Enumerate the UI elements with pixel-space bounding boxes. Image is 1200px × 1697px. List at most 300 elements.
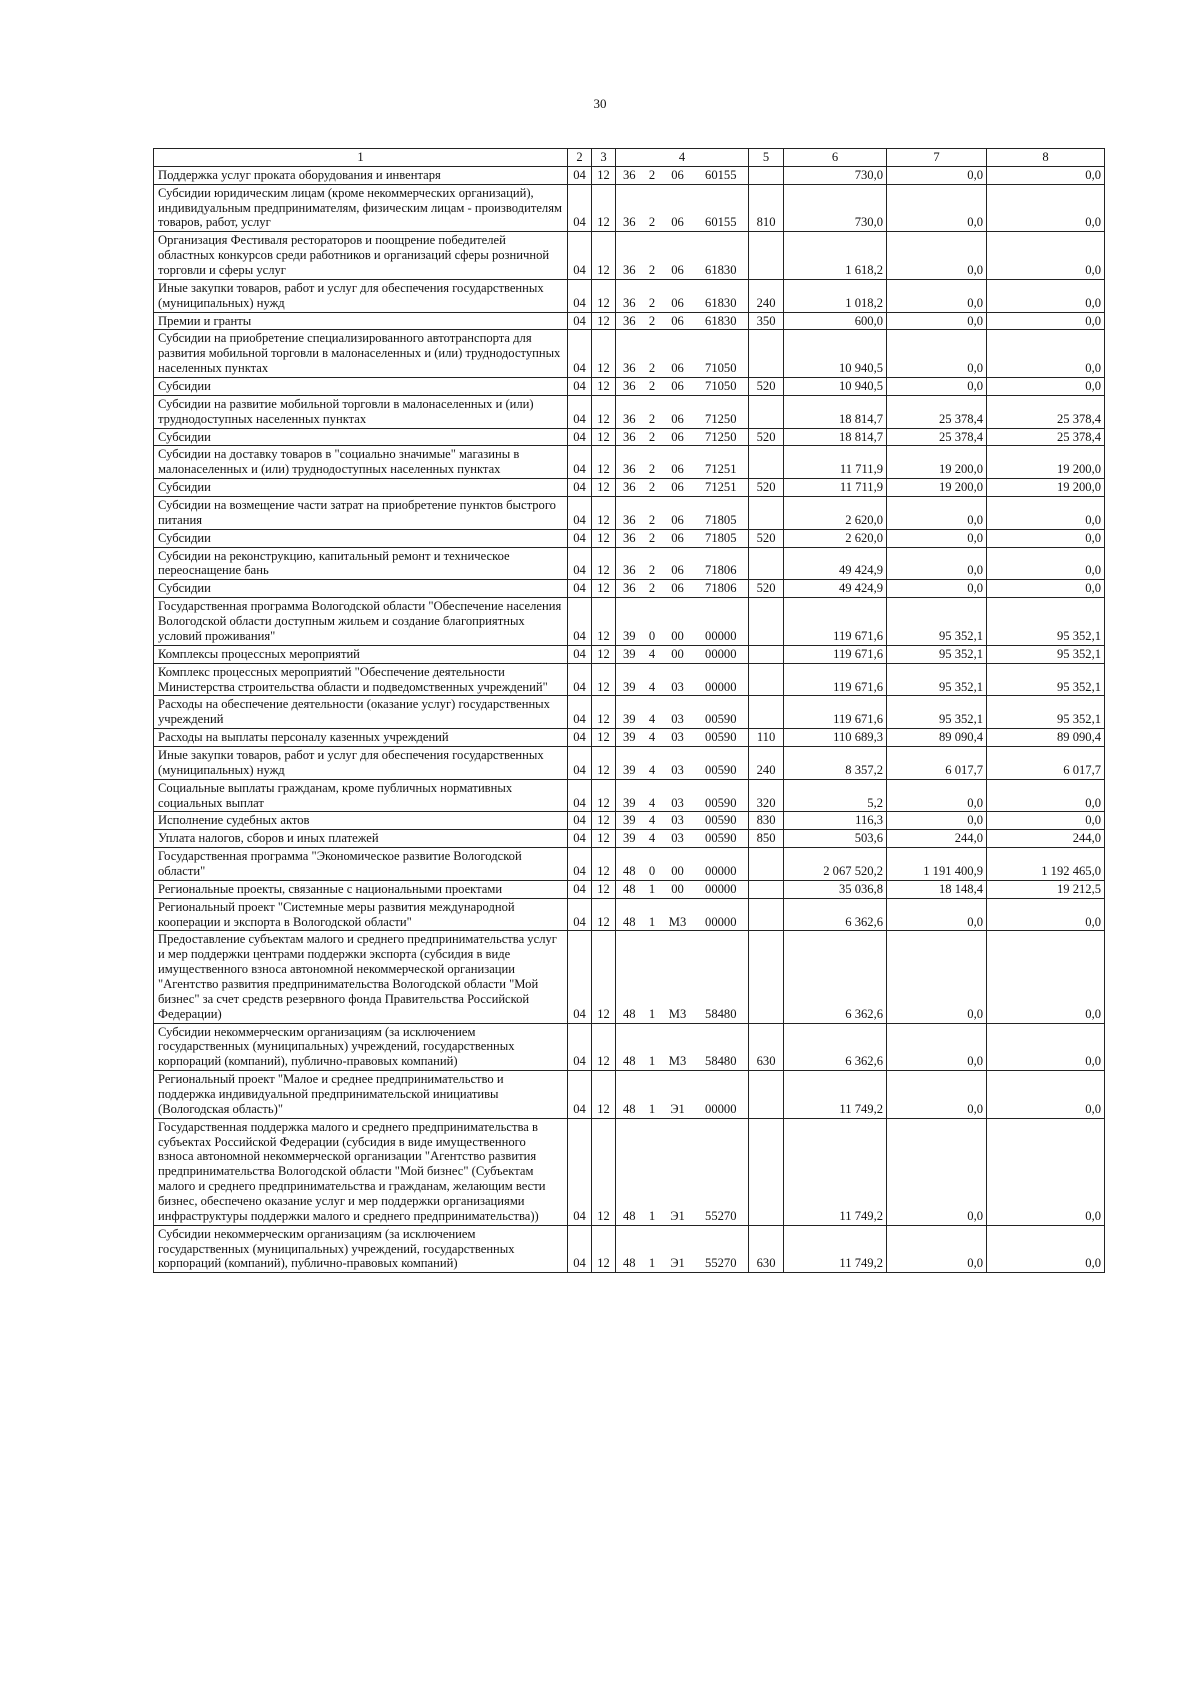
amount-year-3: 0,0 xyxy=(987,184,1105,232)
amount-year-3: 19 212,5 xyxy=(987,880,1105,898)
amount-year-1: 116,3 xyxy=(784,812,887,830)
row-name: Субсидии xyxy=(154,378,568,396)
target-article-direction: 71250 xyxy=(694,428,749,446)
amount-year-2: 0,0 xyxy=(887,1071,987,1119)
amount-year-1: 119 671,6 xyxy=(784,663,887,696)
subsection-code: 12 xyxy=(592,898,616,931)
amount-year-2: 0,0 xyxy=(887,378,987,396)
column-header: 5 xyxy=(749,149,784,167)
target-article-type: 2 xyxy=(643,312,662,330)
target-article-type: 4 xyxy=(643,696,662,729)
subsection-code: 12 xyxy=(592,1023,616,1071)
target-article-program: 39 xyxy=(616,729,643,747)
subsection-code: 12 xyxy=(592,395,616,428)
amount-year-2: 0,0 xyxy=(887,312,987,330)
subsection-code: 12 xyxy=(592,446,616,479)
expense-type-code: 110 xyxy=(749,729,784,747)
target-article-program: 39 xyxy=(616,779,643,812)
target-article-direction: 60155 xyxy=(694,184,749,232)
target-article-program: 48 xyxy=(616,931,643,1023)
subsection-code: 12 xyxy=(592,580,616,598)
section-code: 04 xyxy=(568,729,592,747)
target-article-type: 4 xyxy=(643,663,662,696)
section-code: 04 xyxy=(568,1118,592,1225)
table-row xyxy=(154,645,1105,663)
amount-year-1: 119 671,6 xyxy=(784,598,887,646)
amount-year-2: 95 352,1 xyxy=(887,598,987,646)
amount-year-1: 6 362,6 xyxy=(784,931,887,1023)
amount-year-1: 11 711,9 xyxy=(784,446,887,479)
amount-year-1: 49 424,9 xyxy=(784,547,887,580)
subsection-code: 12 xyxy=(592,497,616,530)
section-code: 04 xyxy=(568,1225,592,1273)
table-row xyxy=(154,428,1105,446)
row-name: Иные закупки товаров, работ и услуг для обеспечения государственных (муниципальных) нужд xyxy=(154,746,568,779)
amount-year-2: 25 378,4 xyxy=(887,428,987,446)
amount-year-1: 6 362,6 xyxy=(784,898,887,931)
target-article-program: 36 xyxy=(616,378,643,396)
target-article-direction: 00000 xyxy=(694,663,749,696)
section-code: 04 xyxy=(568,330,592,378)
section-code: 04 xyxy=(568,529,592,547)
subsection-code: 12 xyxy=(592,428,616,446)
target-article-program: 36 xyxy=(616,497,643,530)
subsection-code: 12 xyxy=(592,696,616,729)
subsection-code: 12 xyxy=(592,931,616,1023)
row-name: Региональный проект "Системные меры развития международной кооперации и экспорта в Вологодской области" xyxy=(154,898,568,931)
amount-year-2: 0,0 xyxy=(887,1118,987,1225)
table-row xyxy=(154,880,1105,898)
subsection-code: 12 xyxy=(592,645,616,663)
expense-type-code: 520 xyxy=(749,580,784,598)
table-row xyxy=(154,529,1105,547)
expense-type-code xyxy=(749,931,784,1023)
target-article-type: 2 xyxy=(643,279,662,312)
target-article-type: 1 xyxy=(643,880,662,898)
target-article-direction: 00000 xyxy=(694,880,749,898)
amount-year-1: 6 362,6 xyxy=(784,1023,887,1071)
subsection-code: 12 xyxy=(592,279,616,312)
subsection-code: 12 xyxy=(592,598,616,646)
target-article-type: 2 xyxy=(643,395,662,428)
subsection-code: 12 xyxy=(592,729,616,747)
section-code: 04 xyxy=(568,880,592,898)
target-article-type: 2 xyxy=(643,446,662,479)
row-name: Комплексы процессных мероприятий xyxy=(154,645,568,663)
target-article-event: 06 xyxy=(662,529,694,547)
section-code: 04 xyxy=(568,378,592,396)
target-article-direction: 71806 xyxy=(694,580,749,598)
table-row xyxy=(154,232,1105,280)
target-article-direction: 00590 xyxy=(694,746,749,779)
expense-type-code: 630 xyxy=(749,1225,784,1273)
subsection-code: 12 xyxy=(592,1071,616,1119)
amount-year-1: 119 671,6 xyxy=(784,696,887,729)
subsection-code: 12 xyxy=(592,663,616,696)
budget-table xyxy=(153,148,1105,1273)
section-code: 04 xyxy=(568,395,592,428)
target-article-type: 2 xyxy=(643,497,662,530)
table-row xyxy=(154,395,1105,428)
target-article-direction: 61830 xyxy=(694,279,749,312)
expense-type-code: 810 xyxy=(749,184,784,232)
amount-year-3: 89 090,4 xyxy=(987,729,1105,747)
amount-year-3: 0,0 xyxy=(987,312,1105,330)
row-name: Субсидии xyxy=(154,479,568,497)
row-name: Организация Фестиваля рестораторов и поощрение победителей областных конкурсов среди работников и организаций сферы розничной торговли и сферы услуг xyxy=(154,232,568,280)
target-article-direction: 61830 xyxy=(694,312,749,330)
amount-year-3: 0,0 xyxy=(987,1023,1105,1071)
amount-year-3: 0,0 xyxy=(987,166,1105,184)
target-article-program: 36 xyxy=(616,547,643,580)
subsection-code: 12 xyxy=(592,746,616,779)
amount-year-2: 89 090,4 xyxy=(887,729,987,747)
amount-year-3: 25 378,4 xyxy=(987,395,1105,428)
amount-year-2: 0,0 xyxy=(887,166,987,184)
section-code: 04 xyxy=(568,497,592,530)
target-article-event: 06 xyxy=(662,428,694,446)
subsection-code: 12 xyxy=(592,779,616,812)
amount-year-2: 95 352,1 xyxy=(887,696,987,729)
target-article-program: 39 xyxy=(616,696,643,729)
target-article-event: 00 xyxy=(662,880,694,898)
target-article-event: Э1 xyxy=(662,1071,694,1119)
expense-type-code: 830 xyxy=(749,812,784,830)
table-row xyxy=(154,378,1105,396)
table-row xyxy=(154,312,1105,330)
amount-year-3: 0,0 xyxy=(987,931,1105,1023)
target-article-event: 06 xyxy=(662,446,694,479)
row-name: Региональный проект "Малое и среднее предпринимательство и поддержка индивидуальной предпринимательской инициативы (Вологодская область)" xyxy=(154,1071,568,1119)
table-row xyxy=(154,931,1105,1023)
table-row xyxy=(154,1071,1105,1119)
row-name: Расходы на выплаты персоналу казенных учреждений xyxy=(154,729,568,747)
expense-type-code: 350 xyxy=(749,312,784,330)
row-name: Субсидии некоммерческим организациям (за исключением государственных (муниципальных) учреждений, государственных корпораций (компаний), публично-правовых компаний) xyxy=(154,1225,568,1273)
subsection-code: 12 xyxy=(592,812,616,830)
amount-year-3: 95 352,1 xyxy=(987,645,1105,663)
expense-type-code xyxy=(749,547,784,580)
column-header: 2 xyxy=(568,149,592,167)
section-code: 04 xyxy=(568,812,592,830)
expense-type-code: 240 xyxy=(749,279,784,312)
row-name: Поддержка услуг проката оборудования и инвентаря xyxy=(154,166,568,184)
expense-type-code: 240 xyxy=(749,746,784,779)
target-article-type: 2 xyxy=(643,232,662,280)
row-name: Социальные выплаты гражданам, кроме публичных нормативных социальных выплат xyxy=(154,779,568,812)
section-code: 04 xyxy=(568,580,592,598)
expense-type-code xyxy=(749,598,784,646)
section-code: 04 xyxy=(568,428,592,446)
section-code: 04 xyxy=(568,830,592,848)
target-article-direction: 00590 xyxy=(694,830,749,848)
target-article-direction: 00000 xyxy=(694,598,749,646)
amount-year-2: 95 352,1 xyxy=(887,663,987,696)
table-row xyxy=(154,1023,1105,1071)
subsection-code: 12 xyxy=(592,880,616,898)
section-code: 04 xyxy=(568,663,592,696)
target-article-program: 48 xyxy=(616,898,643,931)
amount-year-1: 11 749,2 xyxy=(784,1071,887,1119)
amount-year-2: 0,0 xyxy=(887,279,987,312)
target-article-direction: 00590 xyxy=(694,696,749,729)
table-row xyxy=(154,779,1105,812)
table-row xyxy=(154,1225,1105,1273)
target-article-event: М3 xyxy=(662,898,694,931)
table-row xyxy=(154,279,1105,312)
expense-type-code xyxy=(749,1071,784,1119)
table-row xyxy=(154,598,1105,646)
table-row xyxy=(154,663,1105,696)
expense-type-code: 520 xyxy=(749,428,784,446)
column-header: 3 xyxy=(592,149,616,167)
expense-type-code xyxy=(749,696,784,729)
amount-year-2: 95 352,1 xyxy=(887,645,987,663)
target-article-direction: 55270 xyxy=(694,1118,749,1225)
target-article-type: 4 xyxy=(643,779,662,812)
subsection-code: 12 xyxy=(592,830,616,848)
target-article-direction: 00590 xyxy=(694,729,749,747)
amount-year-2: 0,0 xyxy=(887,931,987,1023)
target-article-event: 00 xyxy=(662,848,694,881)
amount-year-2: 0,0 xyxy=(887,184,987,232)
subsection-code: 12 xyxy=(592,547,616,580)
expense-type-code: 520 xyxy=(749,378,784,396)
target-article-direction: 58480 xyxy=(694,1023,749,1071)
expense-type-code: 630 xyxy=(749,1023,784,1071)
expense-type-code xyxy=(749,497,784,530)
subsection-code: 12 xyxy=(592,312,616,330)
expense-type-code xyxy=(749,446,784,479)
target-article-type: 2 xyxy=(643,166,662,184)
table-row xyxy=(154,830,1105,848)
row-name: Субсидии юридическим лицам (кроме некоммерческих организаций), индивидуальным предпринимателям, физическим лицам - производителям товаров, работ, услуг xyxy=(154,184,568,232)
amount-year-2: 0,0 xyxy=(887,497,987,530)
amount-year-3: 0,0 xyxy=(987,529,1105,547)
target-article-direction: 00000 xyxy=(694,898,749,931)
target-article-event: 06 xyxy=(662,547,694,580)
table-row xyxy=(154,497,1105,530)
target-article-event: 06 xyxy=(662,580,694,598)
column-header: 6 xyxy=(784,149,887,167)
section-code: 04 xyxy=(568,479,592,497)
row-name: Расходы на обеспечение деятельности (оказание услуг) государственных учреждений xyxy=(154,696,568,729)
row-name: Субсидии xyxy=(154,428,568,446)
section-code: 04 xyxy=(568,446,592,479)
row-name: Государственная программа Вологодской области "Обеспечение населения Вологодской области доступным жильем и создание благоприятных условий проживания" xyxy=(154,598,568,646)
target-article-program: 36 xyxy=(616,166,643,184)
column-header: 8 xyxy=(987,149,1105,167)
target-article-type: 2 xyxy=(643,428,662,446)
target-article-event: 06 xyxy=(662,497,694,530)
amount-year-3: 244,0 xyxy=(987,830,1105,848)
target-article-program: 39 xyxy=(616,812,643,830)
target-article-type: 4 xyxy=(643,645,662,663)
table-row xyxy=(154,848,1105,881)
target-article-direction: 00590 xyxy=(694,812,749,830)
target-article-program: 39 xyxy=(616,746,643,779)
target-article-program: 36 xyxy=(616,580,643,598)
subsection-code: 12 xyxy=(592,848,616,881)
target-article-direction: 00000 xyxy=(694,848,749,881)
amount-year-1: 2 067 520,2 xyxy=(784,848,887,881)
row-name: Государственная программа "Экономическое развитие Вологодской области" xyxy=(154,848,568,881)
amount-year-2: 0,0 xyxy=(887,580,987,598)
target-article-program: 36 xyxy=(616,479,643,497)
amount-year-1: 8 357,2 xyxy=(784,746,887,779)
target-article-program: 36 xyxy=(616,529,643,547)
amount-year-2: 25 378,4 xyxy=(887,395,987,428)
target-article-program: 39 xyxy=(616,663,643,696)
table-row xyxy=(154,479,1105,497)
amount-year-1: 11 749,2 xyxy=(784,1225,887,1273)
target-article-program: 36 xyxy=(616,279,643,312)
expense-type-code xyxy=(749,898,784,931)
target-article-direction: 55270 xyxy=(694,1225,749,1273)
row-name: Субсидии на приобретение специализированного автотранспорта для развития мобильной торговли в малонаселенных и (или) труднодоступных населенных пунктах xyxy=(154,330,568,378)
target-article-program: 36 xyxy=(616,395,643,428)
amount-year-1: 2 620,0 xyxy=(784,529,887,547)
amount-year-2: 0,0 xyxy=(887,529,987,547)
target-article-event: 03 xyxy=(662,830,694,848)
row-name: Премии и гранты xyxy=(154,312,568,330)
section-code: 04 xyxy=(568,312,592,330)
row-name: Иные закупки товаров, работ и услуг для обеспечения государственных (муниципальных) нужд xyxy=(154,279,568,312)
amount-year-2: 0,0 xyxy=(887,898,987,931)
row-name: Субсидии на реконструкцию, капитальный ремонт и техническое переоснащение бань xyxy=(154,547,568,580)
row-name: Субсидии на развитие мобильной торговли в малонаселенных и (или) труднодоступных населенных пунктах xyxy=(154,395,568,428)
target-article-program: 39 xyxy=(616,598,643,646)
section-code: 04 xyxy=(568,848,592,881)
row-name: Государственная поддержка малого и среднего предпринимательства в субъектах Российской Федерации (субсидия в виде имущественного взноса автономной некоммерческой организации "Агентство развития предпринимательства Вологодской области "Мой бизнес" (Субъектам малого и среднего предпринимательства и гражданам, желающим вести бизнес, обеспечено оказание услуг и мер поддержки организациями инфраструктуры поддержки малого и среднего предпринимательства)) xyxy=(154,1118,568,1225)
row-name: Субсидии некоммерческим организациям (за исключением государственных (муниципальных) учреждений, государственных корпораций (компаний), публично-правовых компаний) xyxy=(154,1023,568,1071)
target-article-event: 03 xyxy=(662,746,694,779)
target-article-program: 48 xyxy=(616,1118,643,1225)
section-code: 04 xyxy=(568,279,592,312)
amount-year-2: 19 200,0 xyxy=(887,446,987,479)
target-article-event: 03 xyxy=(662,696,694,729)
target-article-event: 06 xyxy=(662,395,694,428)
expense-type-code xyxy=(749,645,784,663)
target-article-event: 03 xyxy=(662,729,694,747)
table-row xyxy=(154,729,1105,747)
target-article-type: 2 xyxy=(643,529,662,547)
target-article-event: Э1 xyxy=(662,1118,694,1225)
table-row xyxy=(154,746,1105,779)
amount-year-2: 0,0 xyxy=(887,779,987,812)
target-article-program: 36 xyxy=(616,312,643,330)
target-article-event: 06 xyxy=(662,184,694,232)
amount-year-1: 5,2 xyxy=(784,779,887,812)
section-code: 04 xyxy=(568,898,592,931)
target-article-event: М3 xyxy=(662,1023,694,1071)
amount-year-3: 0,0 xyxy=(987,378,1105,396)
table-row xyxy=(154,166,1105,184)
amount-year-3: 95 352,1 xyxy=(987,696,1105,729)
target-article-type: 2 xyxy=(643,547,662,580)
amount-year-3: 0,0 xyxy=(987,1225,1105,1273)
expense-type-code xyxy=(749,232,784,280)
target-article-program: 48 xyxy=(616,1071,643,1119)
expense-type-code xyxy=(749,663,784,696)
amount-year-3: 6 017,7 xyxy=(987,746,1105,779)
target-article-type: 2 xyxy=(643,378,662,396)
table-row xyxy=(154,184,1105,232)
target-article-type: 0 xyxy=(643,848,662,881)
amount-year-2: 1 191 400,9 xyxy=(887,848,987,881)
target-article-event: 06 xyxy=(662,479,694,497)
expense-type-code: 520 xyxy=(749,479,784,497)
target-article-type: 1 xyxy=(643,1118,662,1225)
table-row xyxy=(154,1118,1105,1225)
target-article-event: 03 xyxy=(662,663,694,696)
amount-year-2: 0,0 xyxy=(887,547,987,580)
row-name: Субсидии на возмещение части затрат на приобретение пунктов быстрого питания xyxy=(154,497,568,530)
amount-year-2: 18 148,4 xyxy=(887,880,987,898)
target-article-program: 36 xyxy=(616,184,643,232)
expense-type-code: 520 xyxy=(749,529,784,547)
expense-type-code xyxy=(749,848,784,881)
amount-year-2: 0,0 xyxy=(887,232,987,280)
amount-year-2: 6 017,7 xyxy=(887,746,987,779)
subsection-code: 12 xyxy=(592,330,616,378)
target-article-direction: 00000 xyxy=(694,1071,749,1119)
expense-type-code xyxy=(749,1118,784,1225)
amount-year-1: 18 814,7 xyxy=(784,428,887,446)
amount-year-3: 0,0 xyxy=(987,232,1105,280)
amount-year-3: 0,0 xyxy=(987,330,1105,378)
section-code: 04 xyxy=(568,232,592,280)
section-code: 04 xyxy=(568,1071,592,1119)
amount-year-3: 95 352,1 xyxy=(987,598,1105,646)
amount-year-3: 25 378,4 xyxy=(987,428,1105,446)
target-article-program: 48 xyxy=(616,1225,643,1273)
amount-year-3: 95 352,1 xyxy=(987,663,1105,696)
target-article-program: 36 xyxy=(616,446,643,479)
amount-year-1: 1 018,2 xyxy=(784,279,887,312)
target-article-direction: 71250 xyxy=(694,395,749,428)
amount-year-3: 0,0 xyxy=(987,779,1105,812)
amount-year-1: 10 940,5 xyxy=(784,378,887,396)
amount-year-3: 19 200,0 xyxy=(987,479,1105,497)
target-article-program: 36 xyxy=(616,428,643,446)
amount-year-1: 110 689,3 xyxy=(784,729,887,747)
row-name: Субсидии на доставку товаров в "социально значимые" магазины в малонаселенных и (или) труднодоступных населенных пунктах xyxy=(154,446,568,479)
target-article-event: 06 xyxy=(662,330,694,378)
section-code: 04 xyxy=(568,931,592,1023)
target-article-direction: 71805 xyxy=(694,497,749,530)
amount-year-3: 0,0 xyxy=(987,812,1105,830)
target-article-event: М3 xyxy=(662,931,694,1023)
section-code: 04 xyxy=(568,779,592,812)
subsection-code: 12 xyxy=(592,232,616,280)
row-name: Региональные проекты, связанные с национальными проектами xyxy=(154,880,568,898)
amount-year-3: 1 192 465,0 xyxy=(987,848,1105,881)
table-row xyxy=(154,696,1105,729)
column-header: 7 xyxy=(887,149,987,167)
target-article-program: 36 xyxy=(616,330,643,378)
target-article-program: 48 xyxy=(616,848,643,881)
target-article-program: 36 xyxy=(616,232,643,280)
expense-type-code xyxy=(749,880,784,898)
target-article-direction: 71050 xyxy=(694,330,749,378)
target-article-direction: 71806 xyxy=(694,547,749,580)
target-article-event: 00 xyxy=(662,598,694,646)
amount-year-3: 0,0 xyxy=(987,547,1105,580)
amount-year-2: 0,0 xyxy=(887,1225,987,1273)
section-code: 04 xyxy=(568,746,592,779)
amount-year-1: 35 036,8 xyxy=(784,880,887,898)
